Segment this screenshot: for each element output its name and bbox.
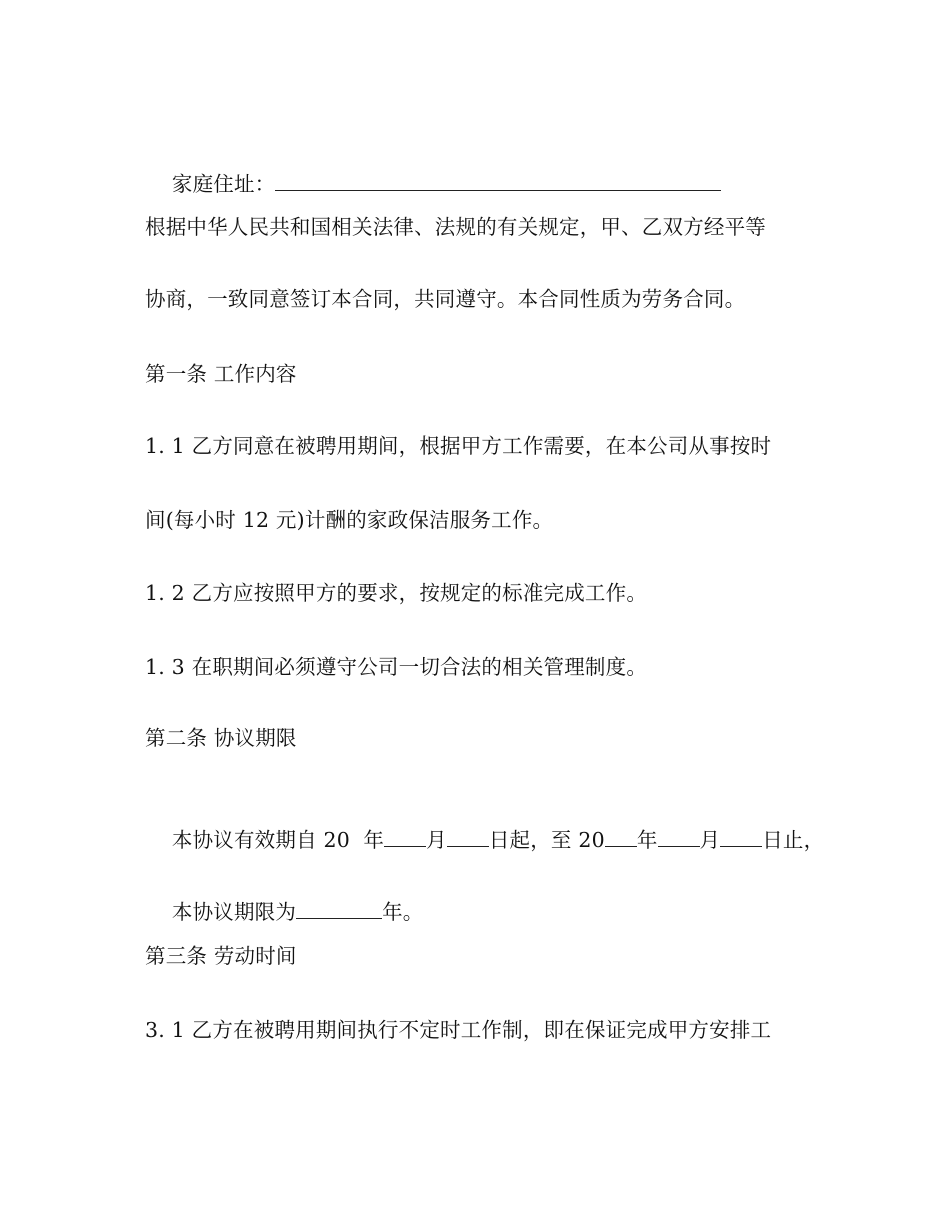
term-text-year: 年: [636, 828, 658, 852]
term-text-month-2: 月: [699, 828, 721, 852]
clause-1-2: 1. 2 乙方应按照甲方的要求，按规定的标准完成工作。: [145, 581, 648, 605]
clause-1-3: 1. 3 在职期间必须遵守公司一切合法的相关管理制度。: [145, 655, 648, 679]
end-month-blank: [658, 828, 700, 847]
address-label: 家庭住址：: [171, 172, 276, 196]
intro-paragraph-line-2: 协商，一致同意签订本合同，共同遵守。本合同性质为劳务合同。: [145, 287, 746, 311]
term-text-month: 月: [426, 828, 447, 852]
clause-1-1-line-1: 1. 1 乙方同意在被聘用期间，根据甲方工作需要，在本公司从事按时: [145, 434, 772, 458]
article-3-title: 第三条 劳动时间: [145, 944, 297, 968]
end-year-blank: [605, 828, 637, 847]
article-2-title: 第二条 协议期限: [145, 726, 297, 750]
address-blank: [275, 172, 721, 191]
intro-paragraph-line-1: 根据中华人民共和国相关法律、法规的有关规定，甲、乙双方经平等: [145, 215, 766, 239]
clause-1-1-line-2: 间(每小时 12 元)计酬的家政保洁服务工作。: [145, 508, 554, 532]
clause-3-1-line-1: 3. 1 乙方在被聘用期间执行不定时工作制，即在保证完成甲方安排工: [145, 1018, 772, 1042]
end-day-blank: [720, 828, 762, 847]
term-duration-label: 本协议期限为: [171, 900, 297, 924]
term-text-start: 本协议有效期自 20 年: [171, 828, 385, 852]
start-day-blank: [447, 828, 489, 847]
start-month-blank: [384, 828, 426, 847]
term-text-day-end: 日止，: [762, 828, 825, 852]
term-duration-unit: 年。: [382, 900, 424, 924]
duration-years-blank: [296, 900, 382, 919]
term-text-end: 日起，至 20: [488, 828, 605, 852]
article-1-title: 第一条 工作内容: [145, 362, 297, 386]
